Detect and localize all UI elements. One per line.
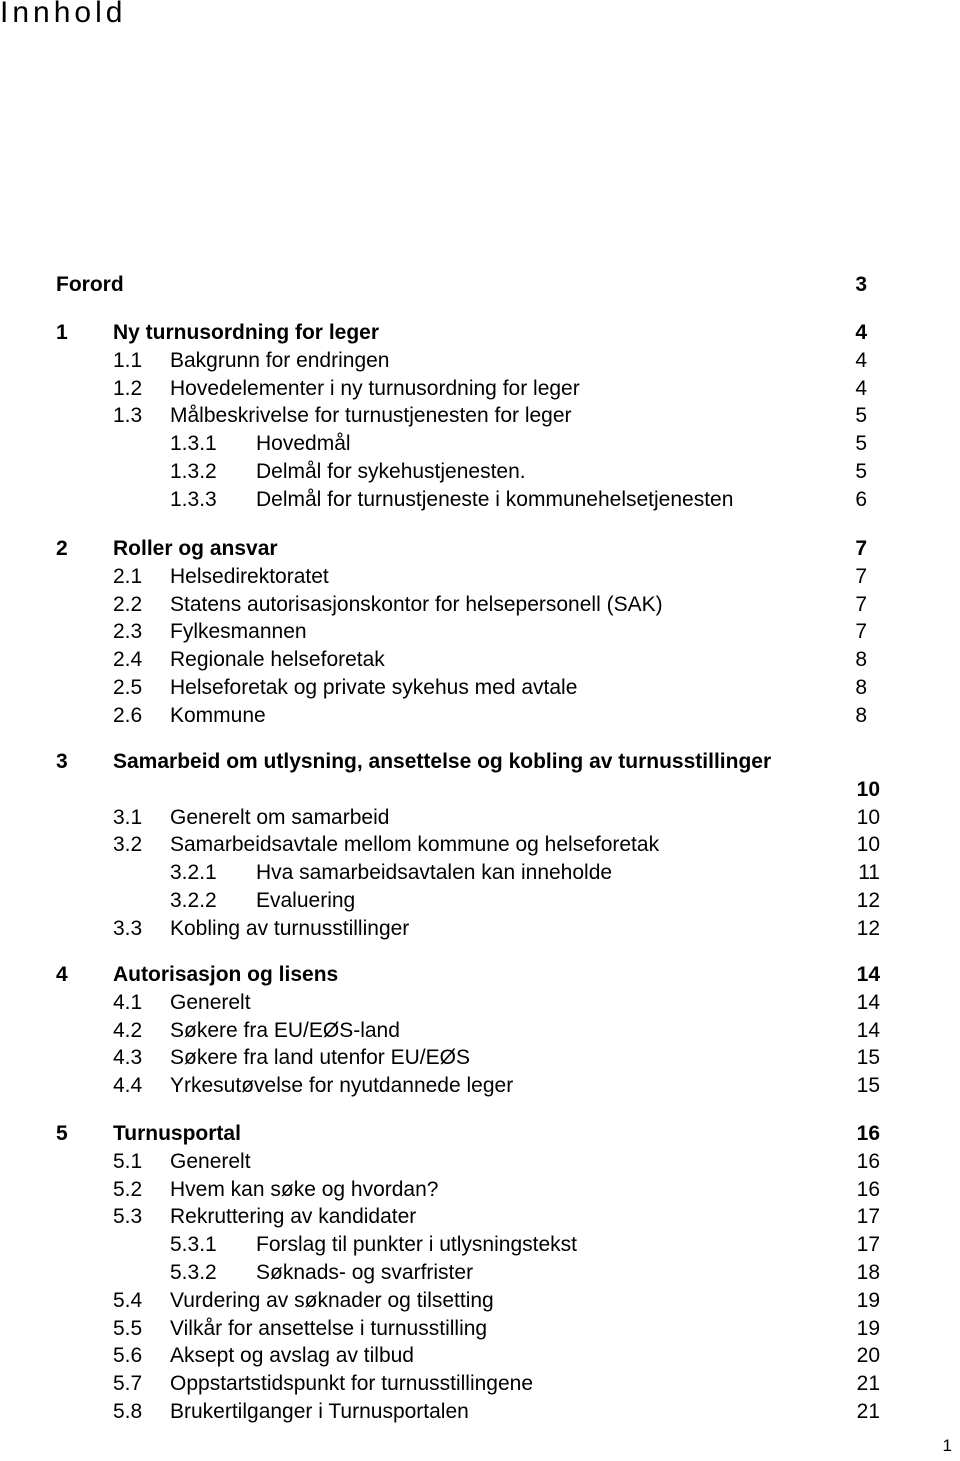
toc-entry-page: 14 — [856, 1019, 880, 1042]
toc-entry-number: 2.6 — [113, 704, 143, 727]
toc-entry[interactable] — [0, 431, 960, 457]
toc-entry-page: 10 — [856, 806, 880, 829]
toc-entry-number: 5.5 — [113, 1317, 143, 1340]
toc-entry-number: 1.3 — [113, 404, 143, 427]
toc-entry-label: Delmål for turnustjeneste i kommunehelsetjenesten — [256, 488, 734, 511]
toc-entry-page: 10 — [856, 833, 880, 856]
toc-entry-page: 17 — [856, 1233, 880, 1256]
toc-entry[interactable] — [0, 1371, 960, 1397]
toc-entry-label: Samarbeidsavtale mellom kommune og helseforetak — [170, 833, 660, 856]
toc-entry-page: 4 — [855, 321, 867, 344]
toc-entry[interactable] — [0, 403, 960, 429]
toc-entry[interactable] — [0, 459, 960, 485]
toc-entry-page: 19 — [856, 1317, 880, 1340]
toc-entry-number: 4 — [56, 963, 68, 986]
toc-entry[interactable] — [0, 564, 960, 590]
toc-entry[interactable] — [0, 990, 960, 1016]
page-title: Innhold — [0, 0, 127, 29]
toc-entry-label: Oppstartstidspunkt for turnusstillingene — [170, 1372, 534, 1395]
toc-entry[interactable] — [0, 860, 960, 886]
toc-entry-number: 5.3.2 — [170, 1261, 217, 1284]
toc-entry-number: 3.1 — [113, 806, 143, 829]
toc-entry-number: 5.3 — [113, 1205, 143, 1228]
toc-chapter-entry[interactable] — [0, 320, 960, 346]
toc-entry-label: Statens autorisasjonskontor for helsepersonell (SAK) — [170, 593, 663, 616]
toc-entry-label: Hovedelementer i ny turnusordning for leger — [170, 377, 580, 400]
toc-entry-label: Yrkesutøvelse for nyutdannede leger — [170, 1074, 514, 1097]
page-number: 1 — [942, 1436, 952, 1455]
toc-entry-label: Vurdering av søknader og tilsetting — [170, 1289, 494, 1312]
toc-entry-label: Kobling av turnusstillinger — [170, 917, 410, 940]
toc-entry[interactable] — [0, 1316, 960, 1342]
toc-entry-number: 1.2 — [113, 377, 143, 400]
toc-entry-page: 21 — [856, 1372, 880, 1395]
toc-entry-number: 5.6 — [113, 1344, 143, 1367]
toc-entry-page: 21 — [856, 1400, 880, 1423]
toc-chapter-entry[interactable] — [0, 536, 960, 562]
toc-entry-page: 8 — [855, 676, 867, 699]
toc-entry-label: Vilkår for ansettelse i turnusstilling — [170, 1317, 488, 1340]
toc-entry[interactable] — [0, 916, 960, 942]
toc-entry-page: 12 — [856, 917, 880, 940]
toc-entry[interactable] — [0, 1177, 960, 1203]
toc-entry-label: Rekruttering av kandidater — [170, 1205, 417, 1228]
toc-entry-label: Ny turnusordning for leger — [113, 321, 380, 344]
toc-entry-page: 7 — [855, 593, 867, 616]
toc-entry-number: 2.5 — [113, 676, 143, 699]
toc-entry[interactable] — [0, 805, 960, 831]
toc-entry[interactable] — [0, 619, 960, 645]
toc-entry-label: Samarbeid om utlysning, ansettelse og kobling av turnusstillinger — [113, 750, 772, 773]
toc-entry[interactable] — [0, 376, 960, 402]
toc-entry-label: Evaluering — [256, 889, 356, 912]
toc-entry-number: 1.1 — [113, 349, 143, 372]
toc-entry-label: Aksept og avslag av tilbud — [170, 1344, 414, 1367]
toc-entry-label: Turnusportal — [113, 1122, 241, 1145]
toc-entry-page: 7 — [855, 565, 867, 588]
toc-entry-label: Søkere fra land utenfor EU/EØS — [170, 1046, 470, 1069]
toc-entry-number: 2.3 — [113, 620, 143, 643]
toc-entry-number: 1 — [56, 321, 68, 344]
toc-entry-number: 5.1 — [113, 1150, 143, 1173]
toc-entry-number: 5 — [56, 1122, 68, 1145]
toc-entry[interactable] — [0, 1045, 960, 1071]
toc-entry-page: 4 — [855, 349, 867, 372]
toc-entry-label: Helseforetak og private sykehus med avtale — [170, 676, 578, 699]
toc-entry-number: 1.3.3 — [170, 488, 217, 511]
toc-entry[interactable] — [0, 1343, 960, 1369]
toc-entry[interactable] — [0, 1399, 960, 1425]
toc-entry-label: Roller og ansvar — [113, 537, 278, 560]
toc-entry-number: 5.4 — [113, 1289, 143, 1312]
toc-entry[interactable] — [0, 1204, 960, 1230]
toc-entry-number: 4.3 — [113, 1046, 143, 1069]
toc-entry-page: 19 — [856, 1289, 880, 1312]
toc-entry-page: 5 — [855, 460, 867, 483]
toc-entry-page: 15 — [856, 1074, 880, 1097]
toc-entry-page: 5 — [855, 432, 867, 455]
toc-entry-number: 3.2 — [113, 833, 143, 856]
toc-entry-page: 7 — [855, 620, 867, 643]
toc-entry[interactable] — [0, 703, 960, 729]
toc-entry-number: 2.4 — [113, 648, 143, 671]
toc-entry-label: Delmål for sykehustjenesten. — [256, 460, 526, 483]
toc-chapter-entry[interactable] — [0, 749, 960, 801]
toc-entry-label: Målbeskrivelse for turnustjenesten for leger — [170, 404, 572, 427]
toc-entry-page: 6 — [855, 488, 867, 511]
toc-entry-page: 14 — [856, 991, 880, 1014]
toc-entry[interactable] — [0, 1149, 960, 1175]
toc-entry-number: 5.2 — [113, 1178, 143, 1201]
toc-chapter-entry[interactable] — [0, 272, 960, 298]
toc-entry-number: 2.2 — [113, 593, 143, 616]
toc-entry[interactable] — [0, 832, 960, 858]
toc-entry-label: Søknads- og svarfrister — [256, 1261, 474, 1284]
toc-entry-page: 4 — [855, 377, 867, 400]
toc-entry-page: 14 — [856, 963, 880, 986]
toc-entry-page: 11 — [858, 861, 880, 884]
toc-entry-label: Søkere fra EU/EØS-land — [170, 1019, 400, 1042]
toc-entry-number: 1.3.2 — [170, 460, 217, 483]
toc-entry[interactable] — [0, 1073, 960, 1099]
toc-entry[interactable] — [0, 1232, 960, 1258]
toc-entry-page: 15 — [856, 1046, 880, 1069]
toc-entry[interactable] — [0, 1288, 960, 1314]
toc-entry[interactable] — [0, 487, 960, 513]
toc-entry-page: 3 — [855, 273, 867, 296]
toc-entry-number: 5.8 — [113, 1400, 143, 1423]
toc-entry-label: Hovedmål — [256, 432, 351, 455]
toc-entry-label: Fylkesmannen — [170, 620, 307, 643]
toc-entry-page: 17 — [856, 1205, 880, 1228]
toc-entry-page: 16 — [856, 1178, 880, 1201]
toc-entry[interactable] — [0, 675, 960, 701]
toc-chapter-entry[interactable] — [0, 1121, 960, 1147]
toc-entry-number: 3 — [56, 750, 68, 773]
toc-entry-label: Hvem kan søke og hvordan? — [170, 1178, 439, 1201]
toc-entry-label: Autorisasjon og lisens — [113, 963, 339, 986]
toc-entry-page: 16 — [856, 1150, 880, 1173]
toc-entry-label: Generelt — [170, 1150, 251, 1173]
toc-entry-number: 5.7 — [113, 1372, 143, 1395]
toc-entry-label: Forord — [56, 273, 124, 296]
toc-entry-page: 7 — [855, 537, 867, 560]
toc-entry-number: 3.3 — [113, 917, 143, 940]
toc-entry-page: 16 — [856, 1122, 880, 1145]
toc-entry-page: 8 — [855, 704, 867, 727]
toc-entry-number: 3.2.2 — [170, 889, 217, 912]
toc-entry-number: 2 — [56, 537, 68, 560]
toc-entry-number: 4.1 — [113, 991, 143, 1014]
toc-entry-page: 8 — [855, 648, 867, 671]
toc-entry-label: Forslag til punkter i utlysningstekst — [256, 1233, 577, 1256]
toc-entry-page: 10 — [856, 778, 880, 801]
toc-entry-page: 12 — [856, 889, 880, 912]
toc-entry-label: Kommune — [170, 704, 266, 727]
toc-entry-number: 3.2.1 — [170, 861, 217, 884]
toc-entry-page: 20 — [856, 1344, 880, 1367]
toc-entry[interactable] — [0, 888, 960, 914]
toc-entry-number: 2.1 — [113, 565, 143, 588]
toc-entry[interactable] — [0, 348, 960, 374]
toc-entry-page: 18 — [856, 1261, 880, 1284]
toc-entry-number: 1.3.1 — [170, 432, 217, 455]
toc-entry-number: 4.4 — [113, 1074, 143, 1097]
toc-entry-label: Generelt — [170, 991, 251, 1014]
toc-entry[interactable] — [0, 1018, 960, 1044]
toc-entry-label: Helsedirektoratet — [170, 565, 329, 588]
toc-entry[interactable] — [0, 1260, 960, 1286]
toc-chapter-entry[interactable] — [0, 962, 960, 988]
toc-entry[interactable] — [0, 592, 960, 618]
toc-entry-label: Hva samarbeidsavtalen kan inneholde — [256, 861, 613, 884]
toc-entry-number: 4.2 — [113, 1019, 143, 1042]
toc-entry-label: Brukertilganger i Turnusportalen — [170, 1400, 469, 1423]
toc-entry-label: Bakgrunn for endringen — [170, 349, 390, 372]
toc-entry-label: Generelt om samarbeid — [170, 806, 390, 829]
toc-entry-page: 5 — [855, 404, 867, 427]
toc-entry-number: 5.3.1 — [170, 1233, 217, 1256]
toc-entry[interactable] — [0, 647, 960, 673]
toc-entry-label: Regionale helseforetak — [170, 648, 385, 671]
